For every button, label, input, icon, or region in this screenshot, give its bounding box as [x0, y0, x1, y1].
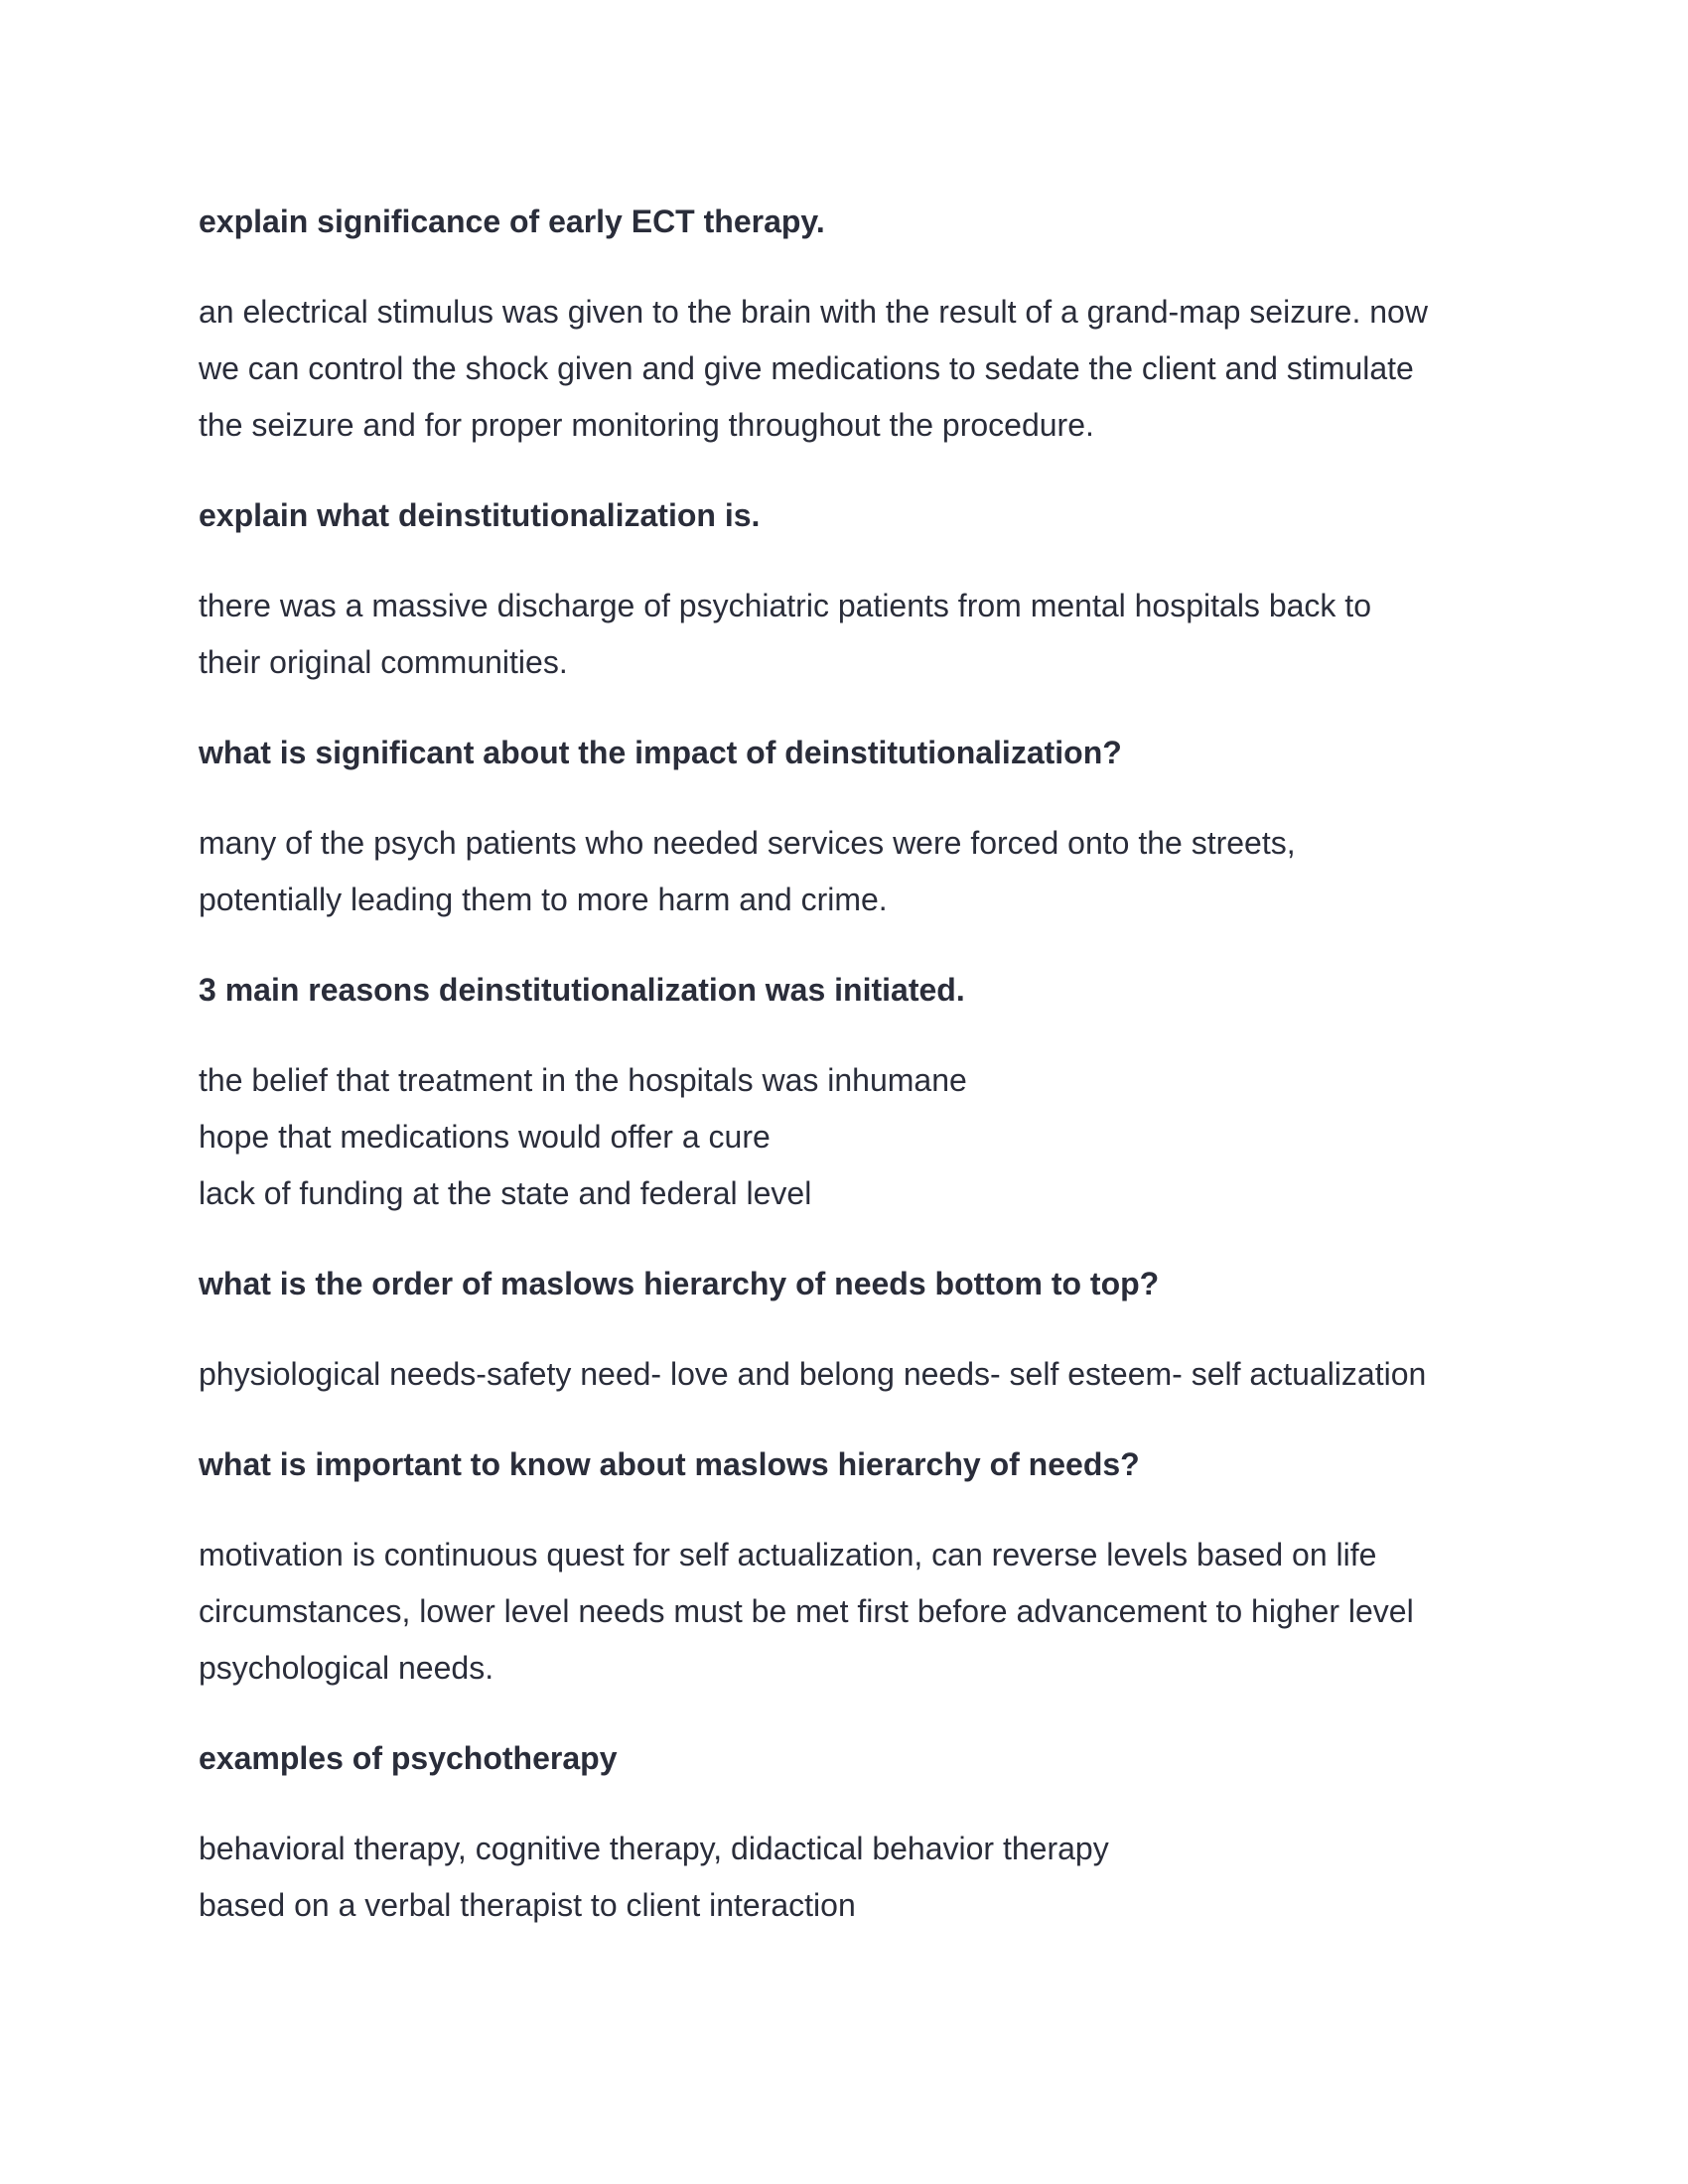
answer-line: motivation is continuous quest for self actualization, can reverse levels based on life — [199, 1537, 1377, 1572]
document-page — [199, 194, 1489, 1968]
answer-line: hope that medications would offer a cure — [199, 1119, 771, 1155]
answer-line: their original communities. — [199, 644, 568, 680]
answer-line: psychological needs. — [199, 1650, 494, 1686]
qa-card-ect — [199, 194, 1489, 454]
qa-card-maslow-order — [199, 1256, 1489, 1403]
qa-card-psychotherapy — [199, 1730, 1489, 1934]
answer-line: we can control the shock given and give medications to sedate the client and stimulate — [199, 350, 1414, 386]
answer-line: potentially leading them to more harm and crime. — [199, 882, 888, 917]
question-heading: explain significance of early ECT therapy. — [199, 204, 825, 239]
qa-card-deinstitutionalization — [199, 487, 1489, 691]
qa-card-reasons — [199, 962, 1489, 1222]
answer-line: lack of funding at the state and federal level — [199, 1175, 812, 1211]
answer-line: there was a massive discharge of psychiatric patients from mental hospitals back to — [199, 588, 1371, 623]
qa-card-impact — [199, 725, 1489, 928]
answer-line: physiological needs-safety need- love and belong needs- self esteem- self actualization — [199, 1356, 1427, 1392]
qa-card-maslow-importance — [199, 1436, 1489, 1697]
answer-line: circumstances, lower level needs must be met first before advancement to higher level — [199, 1593, 1414, 1629]
question-heading: what is significant about the impact of deinstitutionalization? — [199, 735, 1122, 770]
answer-text — [199, 1527, 1489, 1697]
question-heading: explain what deinstitutionalization is. — [199, 497, 761, 533]
answer-text — [199, 1821, 1489, 1934]
question-heading: examples of psychotherapy — [199, 1740, 618, 1776]
question-heading: what is important to know about maslows hierarchy of needs? — [199, 1446, 1140, 1482]
answer-line: an electrical stimulus was given to the brain with the result of a grand-map seizure. now — [199, 294, 1428, 330]
answer-text — [199, 1346, 1489, 1403]
answer-text — [199, 815, 1489, 928]
answer-text — [199, 284, 1489, 454]
answer-text — [199, 578, 1489, 691]
question-heading: 3 main reasons deinstitutionalization was initiated. — [199, 972, 965, 1008]
answer-line: behavioral therapy, cognitive therapy, didactical behavior therapy — [199, 1831, 1109, 1866]
answer-line: based on a verbal therapist to client interaction — [199, 1887, 856, 1923]
question-heading: what is the order of maslows hierarchy of needs bottom to top? — [199, 1266, 1160, 1301]
answer-text — [199, 1052, 1489, 1222]
answer-line: the seizure and for proper monitoring throughout the procedure. — [199, 407, 1094, 443]
answer-line: the belief that treatment in the hospitals was inhumane — [199, 1062, 967, 1098]
answer-line: many of the psych patients who needed services were forced onto the streets, — [199, 825, 1296, 861]
